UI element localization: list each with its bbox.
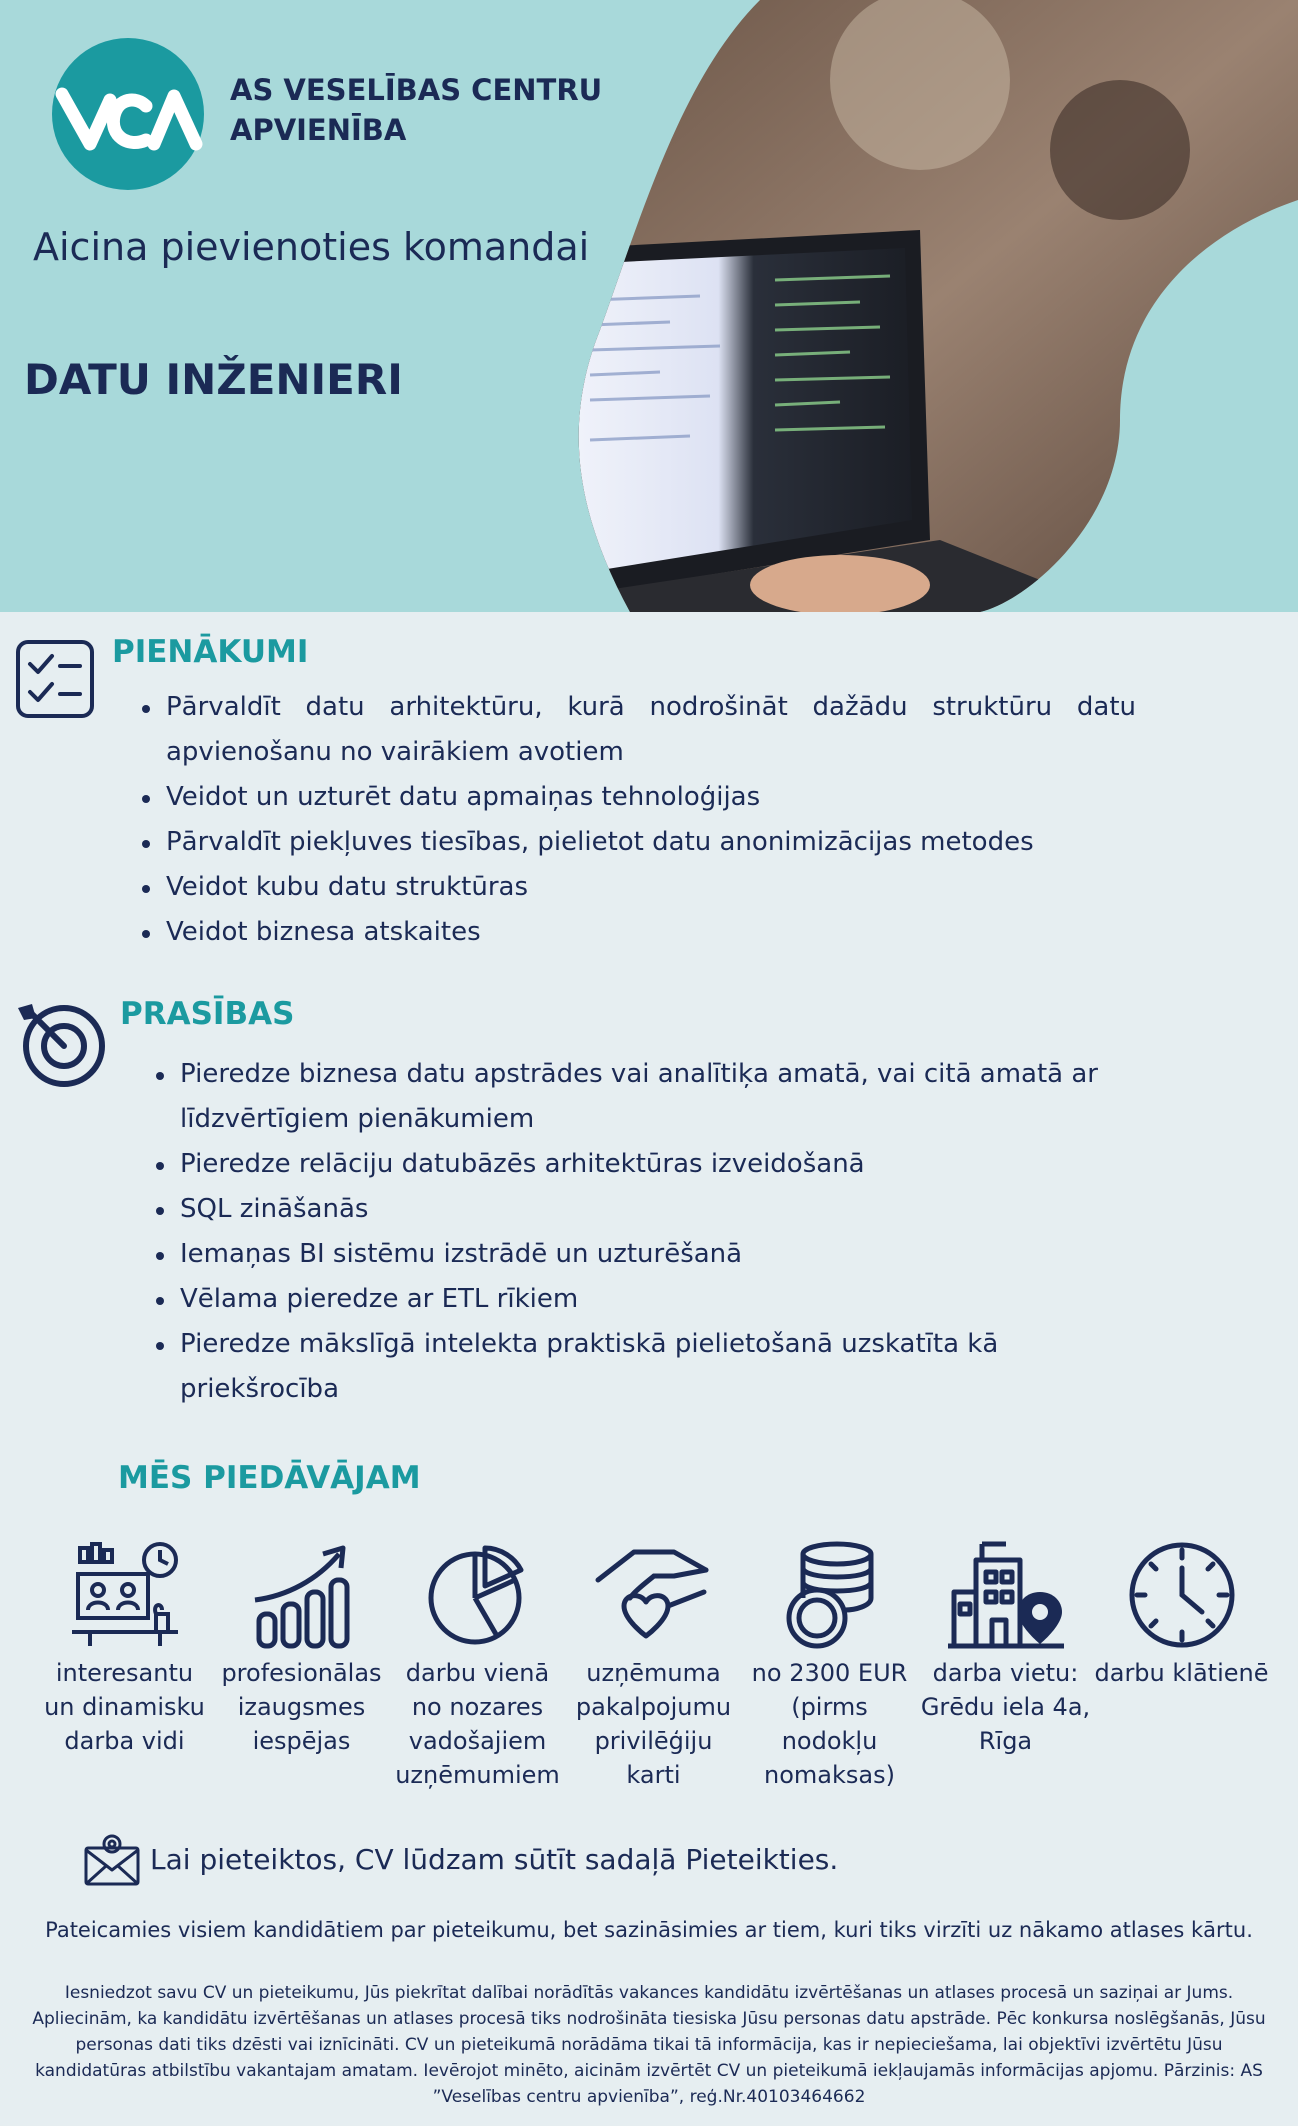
list-item: Veidot un uzturēt datu apmaiņas tehnoloģijas [136,775,1136,820]
growth-chart-icon [247,1540,357,1650]
offer-label: interesantu un dinamisku darba vidi [44,1659,205,1755]
list-item: Vēlama pieredze ar ETL rīkiem [150,1277,1150,1322]
offer-item [214,1540,389,1758]
offer-label: darbu klātienē [1094,1659,1269,1687]
tagline: Aicina pievienoties komandai [33,225,590,269]
list-item: Pārvaldīt datu arhitektūru, kurā nodrošināt dažādu struktūru datu apvienošanu no vairākiem avotiem [136,685,1136,775]
duties-heading: PIENĀKUMI [112,634,309,670]
building-location-icon [946,1540,1066,1650]
duties-list [136,685,1136,955]
privacy-notice: Iesniedzot savu CV un pieteikumu, Jūs piekrītat dalībai norādītās vakances kandidātu izvērtēšanas un atlases procesā un saziņai ar Jums. Apliecinām, ka kandidātu izvērtēšanas un atlases procesā tiks nodrošināta tiesiska Jūsu personas datu apstrāde. Pēc konkursa noslēgšanās, Jūsu personas dati tiks dzēsti vai iznīcināti. CV un pieteikumā norādāma tikai tā informācija, kas ir nepieciešama, lai objektīvi izvērtētu Jūsu kandidatūras atbilstību vakantajam amatam. Ievērojot minēto, aicinām izvērtēt CV un pieteikumā iekļaujamās informācijas apjomu. Pārzinis: AS ”Veselības centru apvienība”, reģ.Nr.40103464662 [32,1983,1266,2107]
offer-label: profesionālas izaugsmes iespējas [221,1659,382,1755]
org-name-line-2: APVIENĪBA [230,113,407,147]
list-item: Pieredze mākslīgā intelekta praktiskā pielietošanā uzskatīta kā priekšrocība [150,1322,1150,1412]
list-item: Pieredze biznesa datu apstrādes vai analītiķa amatā, vai citā amatā ar līdzvērtīgiem pienākumiem [150,1052,1150,1142]
org-name-line-1: AS VESELĪBAS CENTRU [230,73,603,107]
offer-item [37,1540,212,1758]
vca-logo [50,36,210,196]
offer-label: no 2300 EUR (pirms nodokļu nomaksas) [751,1659,908,1789]
laptop-photo [560,0,1298,612]
position-title: DATU INŽENIERI [24,355,403,404]
list-item: SQL zināšanās [150,1187,1150,1232]
offer-item [1094,1540,1269,1690]
hero-header [0,0,1298,612]
organization-name [230,70,602,150]
workspace-icon [70,1540,180,1650]
offer-item [566,1540,741,1792]
checklist-icon [14,638,96,720]
email-icon [84,1832,140,1888]
list-item: Veidot kubu datu struktūras [136,865,1136,910]
list-item: Pieredze relāciju datubāzēs arhitektūras izveidošanā [150,1142,1150,1187]
offers-heading: MĒS PIEDĀVĀJAM [118,1460,421,1496]
offer-item [742,1540,917,1792]
clock-icon [1127,1540,1237,1650]
thanks-note: Pateicamies visiem kandidātiem par pieteikumu, bet sazināsimies ar tiem, kuri tiks virzīti uz nākamo atlases kārtu. [45,1918,1253,1942]
offer-label: darba vietu: Grēdu iela 4a, Rīga [920,1659,1091,1755]
offer-item [390,1540,565,1792]
list-item: Pārvaldīt piekļuves tiesības, pielietot datu anonimizācijas metodes [136,820,1136,865]
heart-hand-icon [594,1540,714,1650]
target-icon [12,994,108,1090]
list-item: Iemaņas BI sistēmu izstrādē un uzturēšanā [150,1232,1150,1277]
pie-chart-icon [423,1540,533,1650]
offer-label: uzņēmuma pakalpojumu privilēģiju karti [575,1659,732,1789]
coins-icon [775,1540,885,1650]
apply-instruction: Lai pieteiktos, CV lūdzam sūtīt sadaļā Pieteikties. [150,1843,839,1876]
requirements-heading: PRASĪBAS [120,996,295,1032]
requirements-list [150,1052,1150,1412]
offer-label: darbu vienā no nozares vadošajiem uzņēmumiem [395,1659,560,1789]
list-item: Veidot biznesa atskaites [136,910,1136,955]
offer-item [918,1540,1093,1758]
